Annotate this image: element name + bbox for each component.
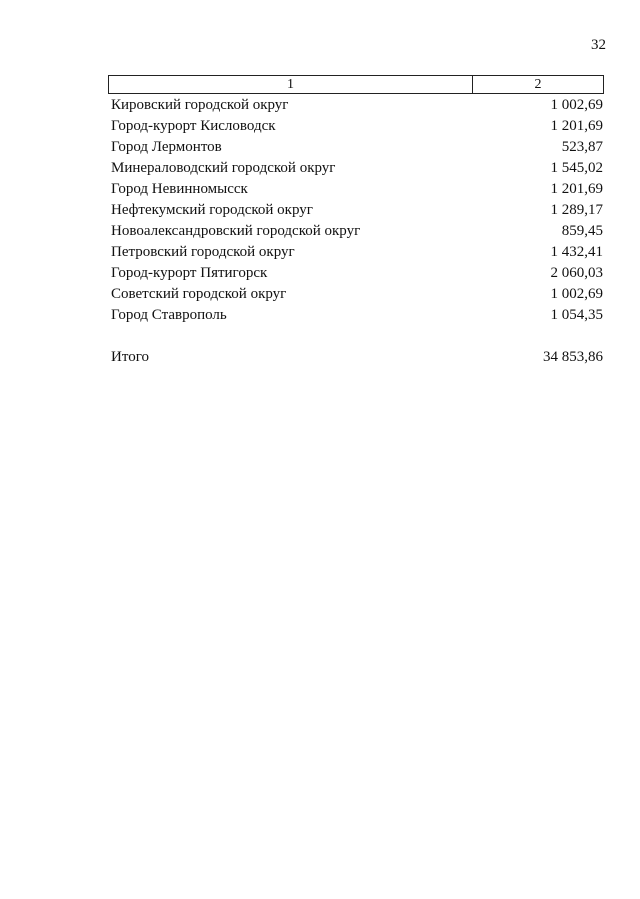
row-name: Нефтекумский городской округ [111, 202, 313, 218]
row-value: 1 002,69 [550, 286, 603, 302]
table-row [111, 95, 603, 116]
row-value: 1 201,69 [550, 118, 603, 134]
row-value: 1 002,69 [550, 97, 603, 113]
page-number: 32 [591, 37, 606, 53]
row-name: Советский городской округ [111, 286, 287, 302]
row-name: Кировский городской округ [111, 97, 289, 113]
row-value: 2 060,03 [550, 265, 603, 281]
row-name: Город-курорт Пятигорск [111, 265, 268, 281]
row-value: 523,87 [561, 139, 603, 155]
row-name: Город Невинномысск [111, 181, 248, 197]
table-row [111, 137, 603, 158]
table-row [111, 242, 603, 263]
table-row [111, 284, 603, 305]
total-value: 34 853,86 [543, 349, 603, 365]
table-header [108, 75, 604, 94]
table-row [111, 158, 603, 179]
row-value: 859,45 [561, 223, 603, 239]
table-body [111, 95, 603, 326]
row-value: 1 054,35 [550, 307, 603, 323]
row-name: Город Ставрополь [111, 307, 227, 323]
row-value: 1 545,02 [550, 160, 603, 176]
row-name: Минераловодский городской округ [111, 160, 336, 176]
row-value: 1 289,17 [550, 202, 603, 218]
table-row [111, 221, 603, 242]
row-name: Город-курорт Кисловодск [111, 118, 276, 134]
row-name: Петровский городской округ [111, 244, 295, 260]
table-row [111, 200, 603, 221]
total-row [111, 347, 603, 368]
table-row [111, 116, 603, 137]
row-name: Город Лермонтов [111, 139, 222, 155]
table-row [111, 305, 603, 326]
total-label: Итого [111, 349, 149, 365]
column-header-2: 2 [534, 77, 542, 92]
row-value: 1 201,69 [550, 181, 603, 197]
row-name: Новоалександровский городской округ [111, 223, 361, 239]
table-row [111, 263, 603, 284]
table-row [111, 179, 603, 200]
row-value: 1 432,41 [550, 244, 603, 260]
column-header-1: 1 [109, 76, 473, 93]
